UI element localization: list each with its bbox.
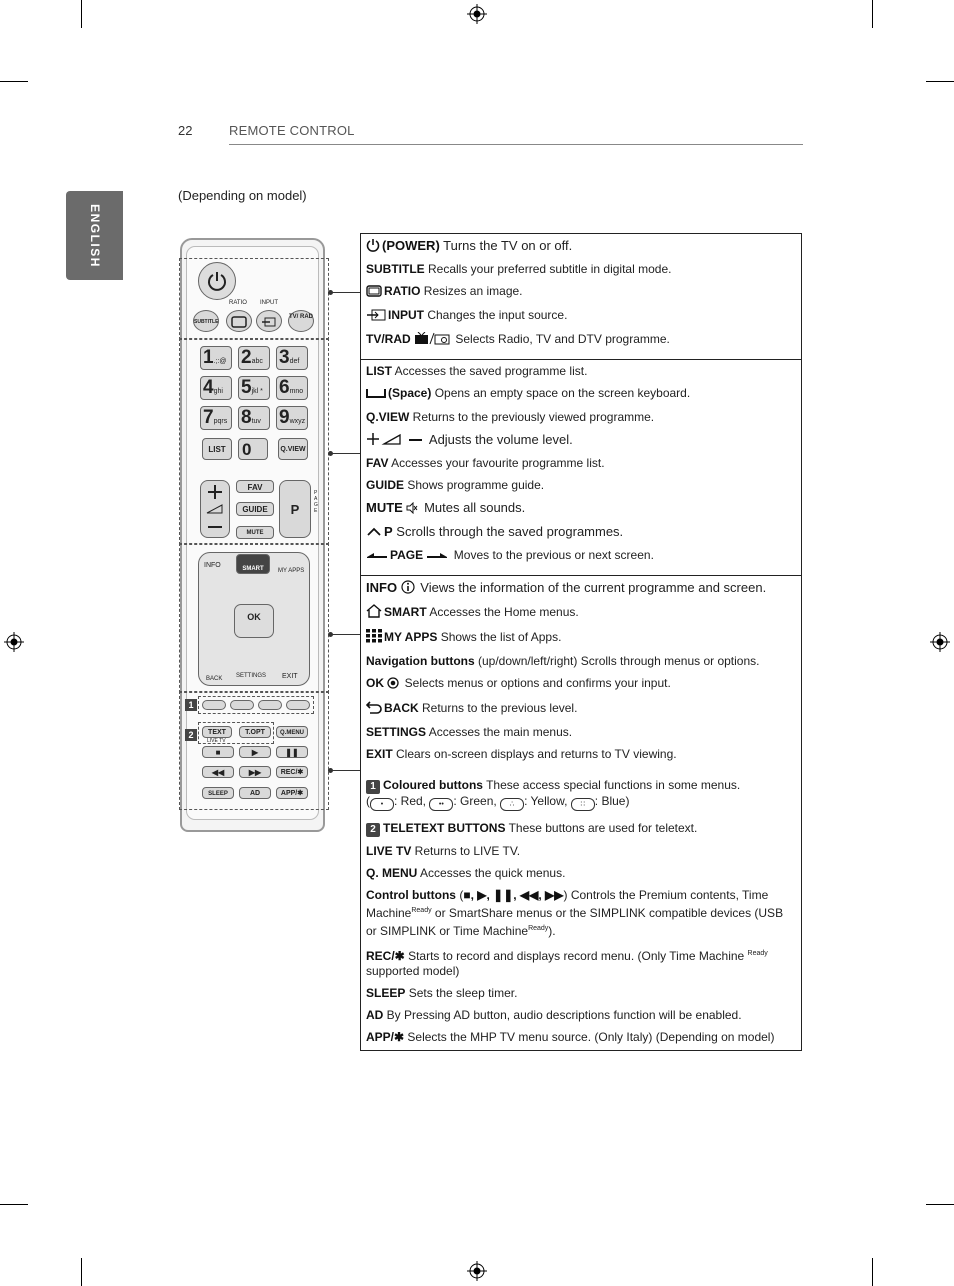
row-text: Shows the list of Apps. — [437, 630, 562, 644]
row-text: These buttons are used for teletext. — [505, 821, 698, 835]
remote-app-label: APP/ — [280, 790, 298, 797]
key-digit: 2 — [241, 347, 252, 368]
row-text: Resizes an image. — [420, 284, 523, 298]
remote-stop-button: ■ — [202, 746, 234, 758]
remote-ratio-label: RATIO — [229, 300, 247, 306]
remote-subtitle-button: SUBTITLE — [193, 310, 219, 332]
row-label: LIST — [366, 364, 392, 378]
info-icon — [401, 580, 415, 597]
mute-icon — [406, 502, 418, 517]
remote-sleep-button: SLEEP — [202, 787, 234, 799]
key-digit: 9 — [279, 407, 290, 428]
row-text: Accesses the Home menus. — [426, 605, 579, 619]
ad-row — [366, 1008, 795, 1023]
red-button-icon: • — [370, 798, 394, 811]
description-row — [366, 308, 795, 325]
row-label: Q.VIEW — [366, 410, 410, 424]
group-box-power — [179, 258, 329, 340]
app-row — [366, 1030, 795, 1045]
language-tab — [66, 191, 123, 280]
row-text: Recalls your preferred subtitle in digital mode. — [424, 262, 672, 276]
section-extras — [361, 772, 801, 1050]
description-row — [366, 284, 795, 301]
remote-tvrad-button: TV/ RAD — [288, 310, 314, 332]
row-label: EXIT — [366, 747, 393, 761]
remote-rec-label: REC/ — [280, 769, 298, 776]
yellow-button-icon: ∴ — [500, 798, 524, 811]
row-label: APP/ — [366, 1030, 395, 1044]
remote-zero-button: 0 — [238, 438, 268, 460]
description-sections — [361, 234, 801, 772]
leader-line — [330, 770, 360, 771]
row-text: Opens an empty space on the screen keyboard. — [431, 386, 691, 400]
description-row — [366, 604, 795, 622]
tv-radio-icon — [414, 332, 450, 349]
remote-settings-label: SETTINGS — [236, 673, 267, 679]
ok-icon — [387, 677, 399, 693]
row-text: Selects Radio, TV and DTV programme. — [452, 332, 670, 346]
qmenu-row — [366, 866, 795, 881]
row-label: MY APPS — [384, 630, 438, 644]
ratio-icon — [366, 285, 382, 301]
key-digit: 3 — [279, 347, 290, 368]
crop-mark — [926, 81, 954, 82]
description-row — [366, 676, 795, 693]
remote-ok-button: OK — [234, 604, 274, 638]
key-digit: 5 — [241, 377, 252, 398]
rec-row — [366, 946, 795, 979]
remote-text-button: TEXT — [202, 726, 232, 738]
row-text: Views the information of the current programme and screen. — [416, 580, 767, 595]
badge-1-icon: 1 — [366, 780, 380, 794]
page-left-icon — [366, 550, 388, 565]
crop-mark — [926, 1204, 954, 1205]
row-label: Coloured buttons — [383, 778, 483, 792]
space-icon — [366, 387, 386, 403]
description-row — [366, 432, 795, 449]
row-text: Starts to record and displays record menu. (Only Time Machine — [404, 949, 748, 963]
crop-mark — [872, 0, 873, 28]
row-text: Turns the TV on or off. — [439, 238, 573, 253]
row-label: Navigation buttons — [366, 654, 475, 668]
page-right-icon — [426, 550, 448, 565]
blue-button-icon: ∷ — [571, 798, 595, 811]
registration-mark-icon — [930, 632, 950, 652]
model-note: (Depending on model) — [178, 188, 307, 203]
section-2 — [361, 360, 801, 576]
remote-fav-button: FAV — [236, 480, 274, 493]
row-text: Changes the input source. — [424, 308, 568, 322]
group-box-coloured — [198, 696, 314, 714]
key-letters: def — [289, 358, 300, 365]
remote-back-label: BACK — [206, 676, 223, 682]
crop-mark — [872, 1258, 873, 1286]
row-text: Moves to the previous or next screen. — [450, 548, 654, 562]
key-digit: 7 — [203, 407, 214, 428]
remote-qview-button: Q.VIEW — [278, 438, 308, 460]
row-text: Selects menus or options and confirms your input. — [401, 676, 671, 690]
control-icons: ■, ▶, ❚❚, ◀◀, ▶▶ — [463, 888, 564, 902]
registration-mark-icon — [467, 1261, 487, 1281]
row-label: INFO — [366, 580, 398, 595]
row-label: (Space) — [388, 386, 432, 400]
remote-rewind-button: ◀◀ — [202, 766, 234, 778]
badge-2: 2 — [185, 729, 197, 741]
remote-ad-button: AD — [239, 787, 271, 799]
remote-play-button: ▶ — [239, 746, 271, 758]
section-3 — [361, 576, 801, 772]
group-box-numbers — [179, 338, 329, 545]
remote-input-label: INPUT — [260, 300, 278, 306]
remote-forward-button: ▶▶ — [239, 766, 271, 778]
row-text: ). — [548, 924, 556, 938]
row-text: Returns to the previous level. — [418, 701, 578, 715]
remote-smart-button: SMART — [236, 554, 270, 574]
remote-app-button: APP/✱ — [276, 787, 308, 799]
badge-1: 1 — [185, 699, 197, 711]
crop-mark — [0, 81, 28, 82]
remote-qmenu-button: Q.MENU — [276, 726, 308, 738]
sleep-row — [366, 986, 795, 1001]
row-text: ) Controls the Premium contents, Time Machine — [366, 888, 769, 920]
registration-mark-icon — [467, 4, 487, 24]
row-label: SUBTITLE — [366, 262, 425, 276]
program-icon — [366, 526, 382, 541]
row-label: BACK — [384, 701, 419, 715]
remote-list-button: LIST — [202, 438, 232, 460]
row-label: SMART — [384, 605, 427, 619]
description-row — [366, 580, 795, 597]
row-text: supported model) — [366, 964, 460, 978]
language-label: ENGLISH — [87, 203, 102, 268]
input-icon — [366, 309, 386, 325]
remote-program-rocker: P — [279, 480, 311, 538]
key-letters: .;:@ — [213, 358, 227, 365]
page-number: 22 — [178, 123, 193, 138]
row-label: INPUT — [388, 308, 424, 322]
group-box-navigation — [179, 543, 329, 693]
row-text: : Yellow, — [524, 794, 568, 808]
description-row — [366, 725, 795, 740]
remote-myapps-label: MY APPS — [278, 568, 305, 574]
remote-pause-button: ❚❚ — [276, 746, 308, 758]
row-text: : Red, — [394, 794, 427, 808]
key-letters: pqrs — [213, 418, 228, 425]
description-row — [366, 500, 795, 517]
key-letters: tuv — [251, 418, 261, 425]
row-text: (up/down/left/right) Scrolls through menus or options. — [474, 654, 760, 668]
badge-2-icon: 2 — [366, 823, 380, 837]
group-box-teletext — [198, 722, 274, 744]
row-text: ( — [455, 888, 464, 902]
row-text: : Green, — [453, 794, 497, 808]
key-letters: abc — [251, 358, 263, 365]
power-icon — [366, 238, 380, 255]
row-label: PAGE — [390, 548, 424, 562]
row-label: REC/ — [366, 949, 395, 963]
section-1 — [361, 234, 801, 360]
row-label: SLEEP — [366, 986, 406, 1000]
key-letters: ghi — [213, 388, 223, 395]
description-table — [360, 233, 802, 1051]
row-text: Accesses your favourite programme list. — [388, 456, 605, 470]
row-label: (POWER) — [382, 238, 440, 253]
description-row — [366, 747, 795, 762]
key-digit: 8 — [241, 407, 252, 428]
home-icon — [366, 604, 382, 622]
remote-rec-button: REC/✱ — [276, 766, 308, 778]
apps-icon — [366, 629, 382, 647]
row-text: Sets the sleep timer. — [405, 986, 518, 1000]
volume-icon — [366, 432, 424, 449]
registration-mark-icon — [4, 632, 24, 652]
row-label: TV/RAD — [366, 332, 411, 346]
green-button-icon: •• — [429, 798, 453, 811]
description-row — [366, 386, 795, 403]
description-row — [366, 456, 795, 471]
page-title: REMOTE CONTROL — [229, 123, 355, 138]
remote-guide-button: GUIDE — [236, 502, 274, 516]
remote-livetv-label: LIVE TV — [207, 738, 226, 744]
back-icon — [366, 700, 382, 718]
key-letters: mno — [289, 388, 304, 395]
row-label: MUTE — [366, 500, 403, 515]
remote-topt-button: T.OPT — [239, 726, 271, 738]
livetv-row — [366, 844, 795, 859]
crop-mark — [0, 1204, 28, 1205]
description-row — [366, 332, 795, 349]
crop-mark — [81, 0, 82, 28]
asterisk-icon: ✱ — [394, 949, 405, 963]
description-row — [366, 700, 795, 718]
description-row — [366, 629, 795, 647]
row-text: Clears on-screen displays and returns to TV viewing. — [392, 747, 677, 761]
row-text: Accesses the saved programme list. — [392, 364, 588, 378]
description-row — [366, 654, 795, 669]
remote-info-label: INFO — [204, 562, 221, 569]
key-letters: wxyz — [289, 418, 306, 425]
description-row — [366, 478, 795, 493]
row-sup: Ready — [747, 950, 768, 957]
row-text: : Blue) — [594, 794, 630, 808]
description-row — [366, 410, 795, 425]
row-text: These access special functions in some menus. — [482, 778, 741, 792]
remote-page-label: PAGE — [314, 490, 318, 514]
row-text: Accesses the quick menus. — [417, 866, 566, 880]
row-label: GUIDE — [366, 478, 405, 492]
remote-exit-label: EXIT — [282, 673, 298, 680]
row-label: AD — [366, 1008, 384, 1022]
row-label: RATIO — [384, 284, 421, 298]
row-text: Scrolls through the saved programmes. — [392, 524, 624, 539]
control-buttons-row — [366, 888, 795, 939]
row-text: Accesses the main menus. — [426, 725, 573, 739]
leader-line — [330, 453, 360, 454]
row-sup: Ready — [411, 907, 432, 914]
row-label: Q. MENU — [366, 866, 418, 880]
row-text: Returns to LIVE TV. — [411, 844, 521, 858]
teletext-row — [366, 821, 795, 837]
row-sup: Ready — [528, 925, 549, 932]
row-text: Returns to the previously viewed programme. — [409, 410, 655, 424]
row-label: SETTINGS — [366, 725, 427, 739]
row-label: OK — [366, 676, 384, 690]
key-digit: 4 — [203, 377, 214, 398]
description-row — [366, 548, 795, 565]
row-label: FAV — [366, 456, 389, 470]
key-digit: 1 — [203, 347, 214, 368]
description-row — [366, 262, 795, 277]
description-row — [366, 238, 795, 255]
row-text: Selects the MHP TV menu source. (Only Italy) (Depending on model) — [404, 1030, 775, 1044]
row-text: Shows programme guide. — [404, 478, 545, 492]
leader-line — [330, 292, 360, 293]
key-letters: jkl * — [251, 388, 263, 395]
header-rule — [229, 144, 803, 145]
description-row — [366, 524, 795, 541]
row-text: Adjusts the volume level. — [426, 432, 573, 447]
row-label: Control buttons — [366, 888, 456, 902]
remote-mute-button: MUTE — [236, 526, 274, 539]
row-text: Mutes all sounds. — [420, 500, 526, 515]
coloured-buttons-row: 1 Coloured buttons These access special functions in some menus. ( • : Red, •• : Green, ∴ : Yellow, ∷ : Blue) — [366, 778, 795, 811]
leader-line — [330, 634, 360, 635]
row-label: LIVE TV — [366, 844, 412, 858]
row-text: By Pressing AD button, audio descriptions function will be enabled. — [383, 1008, 742, 1022]
row-label: TELETEXT BUTTONS — [383, 821, 506, 835]
description-row — [366, 364, 795, 379]
key-digit: 6 — [279, 377, 290, 398]
asterisk-icon: ✱ — [394, 1030, 405, 1044]
row-text: or SmartShare menus or the SIMPLINK compatible devices (USB or SIMPLINK or Time Machine — [366, 906, 784, 938]
crop-mark — [81, 1258, 82, 1286]
row-label: P — [384, 524, 393, 539]
